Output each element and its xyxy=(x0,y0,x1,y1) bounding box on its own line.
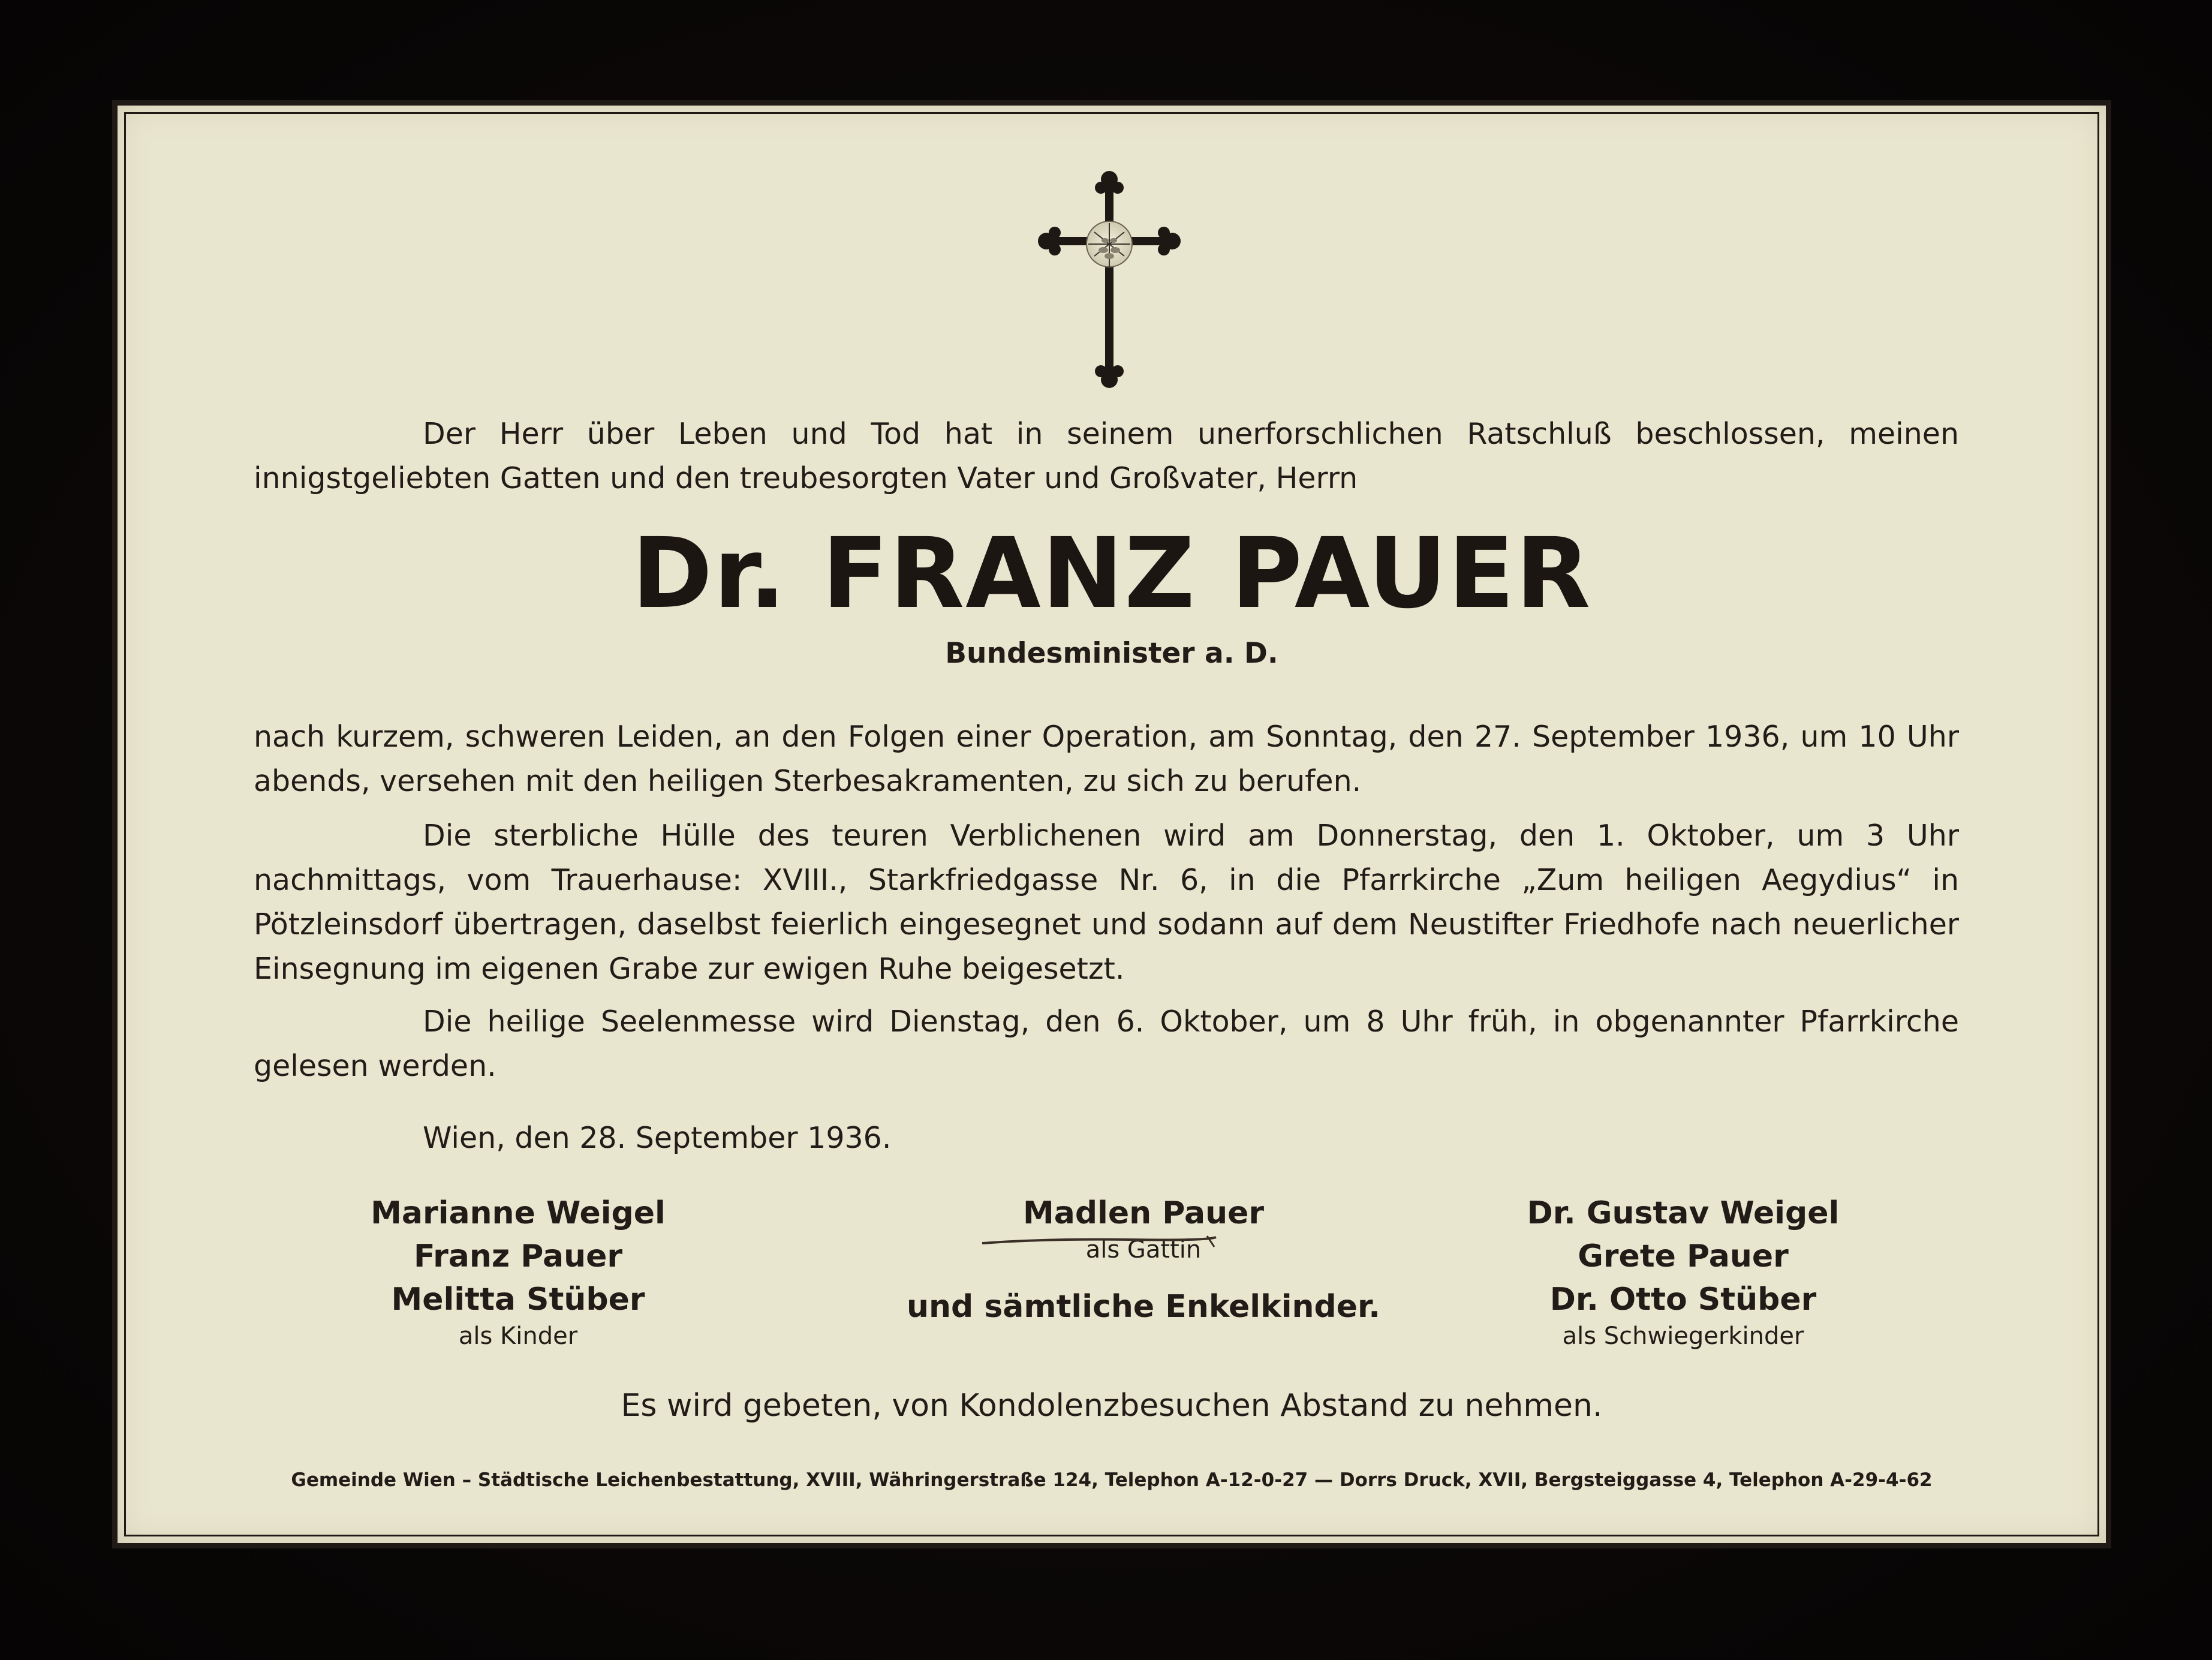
signatory-role: als Gattin xyxy=(1085,1236,1202,1264)
signatory-name: Dr. Gustav Weigel xyxy=(1527,1195,1840,1231)
signatories-widow xyxy=(886,1192,1401,1328)
pencil-underline-mark xyxy=(979,1232,1219,1250)
death-paragraph: nach kurzem, schweren Leiden, an den Folgen einer Operation, am Sonntag, den 27. September 1936, um 10 Uhr abends, versehen mit den heiligen Sterbesakramenten, zu sich zu berufen. xyxy=(254,720,1959,798)
signatory-role: als Schwiegerkinder xyxy=(1562,1322,1804,1350)
condolence-request: Es wird gebeten, von Kondolenzbesuchen Abstand zu nehmen. xyxy=(621,1388,1603,1424)
signatory-name: Marianne Weigel xyxy=(371,1195,666,1231)
signatory-name: Grete Pauer xyxy=(1578,1238,1789,1274)
signatory-name: Madlen Pauer xyxy=(1022,1195,1264,1231)
signatory-name: Dr. Otto Stüber xyxy=(1549,1282,1817,1318)
intro-paragraph: Der Herr über Leben und Tod hat in seinem unerforschlichen Ratschluß beschlossen, meinen innigstgeliebten Gatten und den treubesorgten Vater und Großvater, Herrn xyxy=(254,417,1959,495)
ornate-cross-icon xyxy=(1028,166,1190,394)
signatory-name: Melitta Stüber xyxy=(391,1282,645,1318)
mass-paragraph: Die heilige Seelenmesse wird Dienstag, den 6. Oktober, um 8 Uhr früh, in obgenannter Pfarrkirche gelesen werden. xyxy=(254,1005,1959,1083)
signatory-role: als Kinder xyxy=(458,1322,578,1350)
dateline: Wien, den 28. September 1936. xyxy=(423,1121,892,1155)
signatory-name: Franz Pauer xyxy=(413,1238,623,1274)
funeral-paragraph: Die sterbliche Hülle des teuren Verblichenen wird am Donnerstag, den 1. Oktober, um 3 Uhr nachmittags, vom Trauerhause: XVIII., Starkfriedgasse Nr. 6, in die Pfarrkirche „Zum heiligen Aegydius“ in Pötzleinsdorf übertragen, daselbst feierlich eingesegnet und sodann auf dem Neustifter Friedhofe nach neuerlicher Einsegnung im eigenen Grabe zur ewigen Ruhe beigesetzt. xyxy=(254,819,1959,986)
deceased-title: Bundesminister a. D. xyxy=(945,637,1278,670)
obituary-card xyxy=(112,100,2111,1548)
deceased-name: Dr. FRANZ PAUER xyxy=(631,518,1592,630)
signatories-children xyxy=(332,1192,704,1351)
grandchildren-line: und sämtliche Enkelkinder. xyxy=(906,1289,1381,1325)
spacer xyxy=(886,1265,1401,1285)
signatories-in-laws xyxy=(1449,1192,1917,1351)
printer-footer: Gemeinde Wien – Städtische Leichenbestattung, XVIII, Währingerstraße 124, Telephon A-12-0-27 — Dorrs Druck, XVII, Bergsteiggasse 4, Telephon A-29-4-62 xyxy=(291,1469,1933,1491)
